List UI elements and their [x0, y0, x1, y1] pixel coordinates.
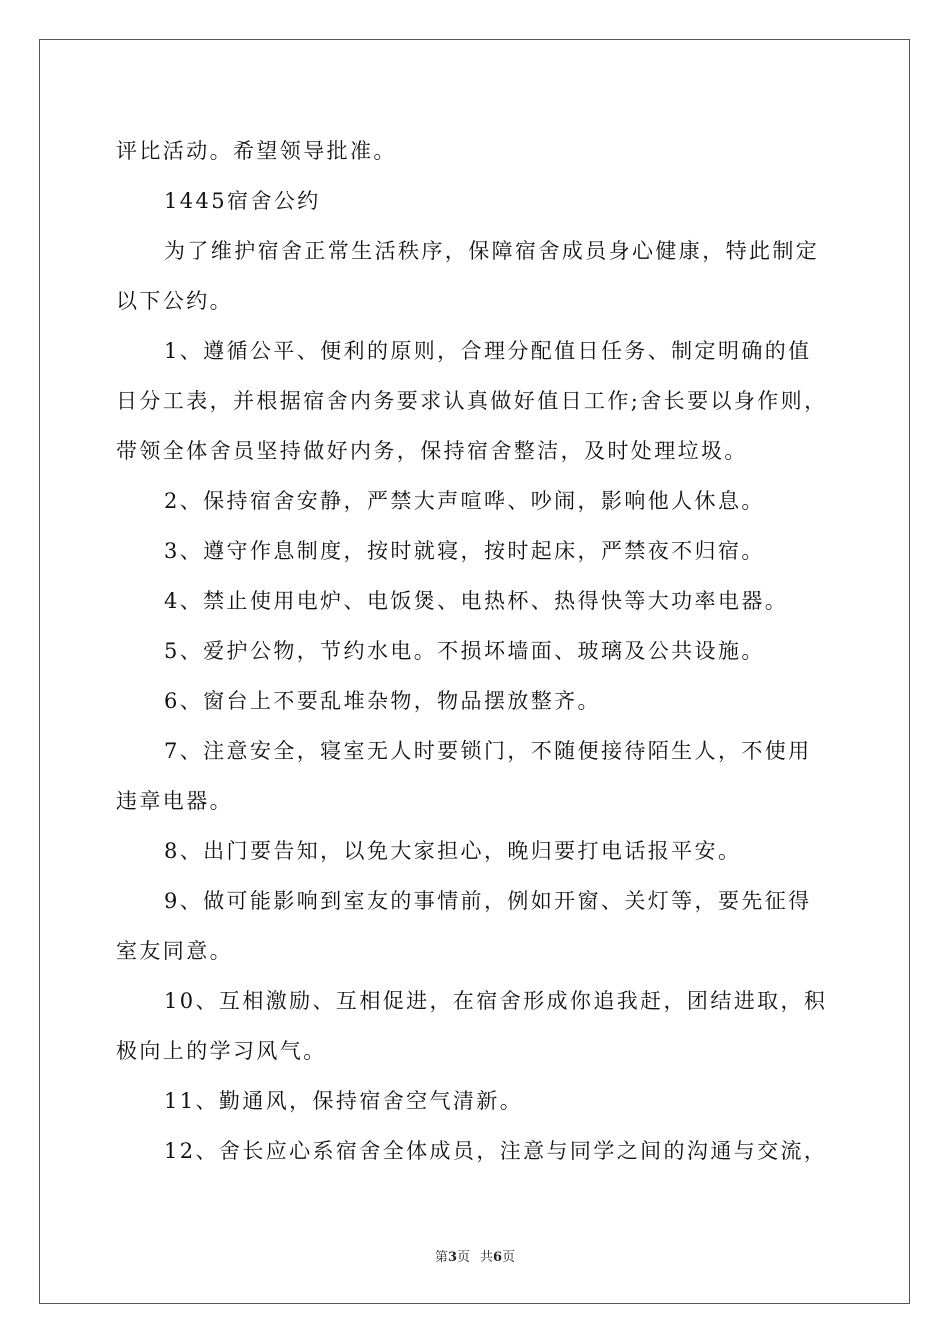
text-line: 室友同意。 [116, 939, 233, 963]
text-line: 为了维护宿舍正常生活秩序，保障宿舍成员身心健康，特此制定 [164, 239, 820, 263]
rule-item-4: 4、禁止使用电炉、电饭煲、电热杯、热得快等大功率电器。 [164, 589, 789, 613]
total-prefix: 共 [480, 1250, 494, 1265]
section-title: 1445宿舍公约 [164, 189, 321, 213]
text-line: 带领全体舍员坚持做好内务，保持宿舍整洁，及时处理垃圾。 [116, 439, 748, 463]
rule-item-3: 3、遵守作息制度，按时就寝，按时起床，严禁夜不归宿。 [164, 539, 765, 563]
page-prefix: 第 [434, 1250, 448, 1265]
text-line: 日分工表，并根据宿舍内务要求认真做好值日工作;舍长要以身作则， [116, 389, 828, 413]
rule-item-5: 5、爱护公物，节约水电。不损坏墙面、玻璃及公共设施。 [164, 639, 765, 663]
text-line: 极向上的学习风气。 [116, 1039, 327, 1063]
rule-item-7: 7、注意安全，寝室无人时要锁门，不随便接待陌生人，不使用 [164, 739, 812, 763]
total-suffix: 页 [502, 1250, 516, 1265]
rule-item-12: 12、舍长应心系宿舍全体成员，注意与同学之间的沟通与交流， [164, 1139, 828, 1163]
page-number-footer [0, 1246, 950, 1265]
text-line: 评比活动。希望领导批准。 [116, 139, 397, 163]
page-suffix: 页 [456, 1250, 470, 1265]
rule-item-6: 6、窗台上不要乱堆杂物，物品摆放整齐。 [164, 689, 601, 713]
rule-item-9: 9、做可能影响到室友的事情前，例如开窗、关灯等，要先征得 [164, 889, 812, 913]
total-page-count: 6 [493, 1250, 503, 1265]
document-body [116, 126, 836, 1176]
rule-item-2: 2、保持宿舍安静，严禁大声喧哗、吵闹，影响他人休息。 [164, 489, 765, 513]
rule-item-10: 10、互相激励、互相促进，在宿舍形成你追我赶，团结进取，积 [164, 989, 828, 1013]
rule-item-8: 8、出门要告知，以免大家担心，晚归要打电话报平安。 [164, 839, 742, 863]
rule-item-11: 11、勤通风，保持宿舍空气清新。 [164, 1089, 524, 1113]
rule-item-1: 1、遵循公平、便利的原则，合理分配值日任务、制定明确的值 [164, 339, 812, 363]
current-page-number: 3 [447, 1250, 457, 1265]
text-line: 以下公约。 [116, 289, 233, 313]
text-line: 违章电器。 [116, 789, 233, 813]
